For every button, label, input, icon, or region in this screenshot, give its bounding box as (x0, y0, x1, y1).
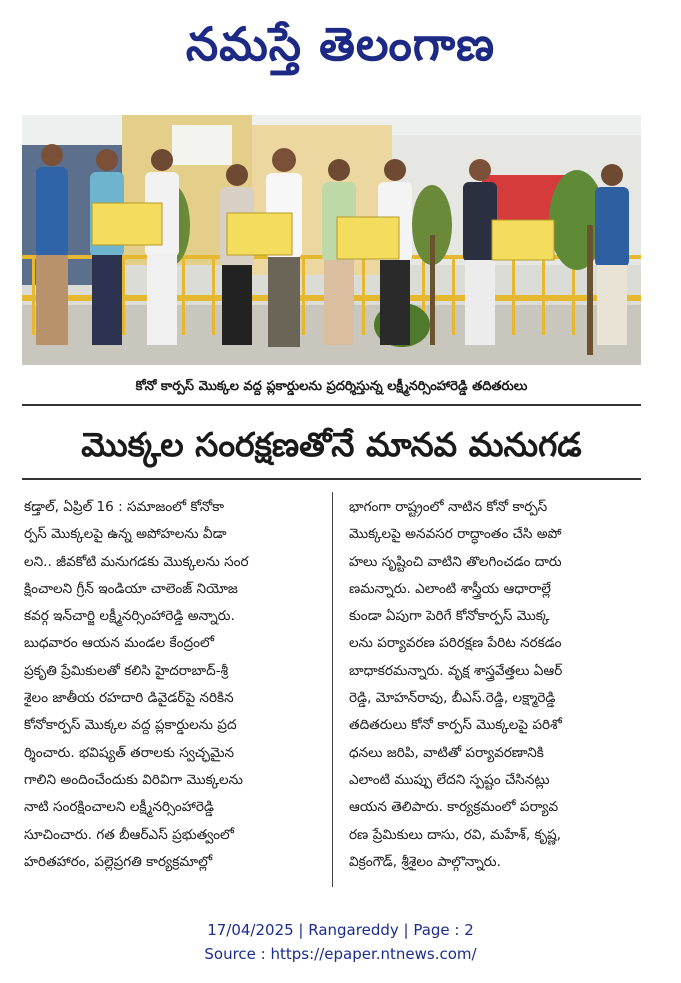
footer-source-link[interactable]: Source : https://epaper.ntnews.com/ (204, 945, 477, 963)
article-line: కడ్తాల్, ఏప్రిల్ 16 : సమాజంలో కోనోకా (24, 499, 225, 515)
caption-divider (22, 404, 641, 406)
article-line: మొక్కలపై అనవసర రాద్ధాంతం చేసి అపో (349, 526, 562, 543)
article-line: తదితరులు కోనో కార్పస్ మొక్కలపై పరిశో (349, 717, 562, 734)
protest-photo-icon (22, 115, 641, 365)
article-line: రణ ప్రేమికులు దాసు, రవి, మహేశ్, కృష్ణ, (349, 826, 562, 843)
article-line: ఆయన తెలిపారు. కార్యక్రమంలో పర్యావ (349, 799, 559, 816)
article-line: లని.. జీవకోటి మనుగడకు మొక్కలను సంర (24, 553, 249, 570)
article-line: ణమన్నారు. ఎలాంటి శాస్త్రీయ ఆధారాల్లే (349, 580, 551, 597)
article-line: బాధాకరమన్నారు. వృక్ష శాస్త్రవేత్తలు ఏఆర్ (349, 662, 563, 679)
article-line: కోనోకార్పస్ మొక్కల వద్ద ప్లకార్డులను ప్రద (24, 717, 237, 734)
headline-divider (22, 478, 641, 480)
article-line: క్షించాలని గ్రీన్ ఇండియా చాలెంజ్ నియోజ (24, 580, 238, 597)
footer-edition-info: 17/04/2025 | Rangareddy | Page : 2 (207, 921, 474, 939)
article-line: హరితహారం, పల్లెప్రగతి కార్యక్రమాల్లో (24, 853, 213, 870)
article-line: ర్శించారు. భవిష్యత్ తరాలకు స్వచ్ఛమైన (24, 744, 234, 761)
article-line: ర్పస్ మొక్కలపై ఉన్న అపోహలను వీడా (24, 526, 227, 543)
photo-caption: కోనో కార్పస్ మొక్కల వద్ద ప్లకార్డులను ప్రదర్శిస్తున్న లక్ష్మీనర్సింహారెడ్డి తదితరులు (135, 379, 528, 394)
article-line: శైలం జాతీయ రహదారి డివైడర్‌పై నరికిన (24, 690, 234, 707)
article-line: లను పర్యావరణ పరిరక్షణ పేరిట నరకడం (349, 635, 562, 652)
masthead (0, 0, 681, 100)
article-line: బుధవారం ఆయన మండల కేంద్రంలో (24, 635, 214, 652)
column-divider (332, 492, 333, 887)
news-photo (22, 115, 641, 365)
article-line: ఎలాంటి ముప్పు లేదని స్పష్టం చేసినట్లు (349, 771, 550, 788)
article-line: నాటి సంరక్షించాలని లక్ష్మీనర్సింహారెడ్డి (24, 799, 214, 816)
article-line: భాగంగా రాష్ట్రంలో నాటిన కోనో కార్పస్ (349, 499, 548, 515)
article-line: రెడ్డి, మోహన్‌రావు, బీఎస్.రెడ్డి, లక్ష్మారెడ్డి (349, 690, 556, 707)
article-line: గాలిని అందించేందుకు విరివిగా మొక్కలను (24, 771, 243, 788)
article-line: కుండా ఏపుగా పెరిగే కోనోకార్పస్ మొక్క (349, 608, 550, 625)
article-line: ధనలు జరిపి, వాటితో పర్యావరణానికి (349, 744, 544, 761)
article-column-left (24, 494, 314, 894)
masthead-title: నమస్తే తెలంగాణ (185, 17, 496, 71)
article-column-right (349, 494, 641, 894)
article-line: కవర్గ ఇన్‌చార్జి లక్ష్మీనర్సింహారెడ్డి అన్నారు. (24, 608, 235, 625)
article-line: ప్రకృతి ప్రేమికులతో కలిసి హైదరాబాద్-శ్రీ (24, 662, 229, 679)
article-line: విక్రంగౌడ్, శ్రీశైలం పాల్గొన్నారు. (349, 853, 501, 870)
article-line: హలు సృష్టించి వాటిని తొలగించడం దారు (349, 553, 562, 570)
headline: మొక్కల సంరక్షణతోనే మానవ మనుగడ (81, 425, 582, 464)
article-line: సూచించారు. గత బీఆర్‌ఎస్ ప్రభుత్వంలో (24, 826, 234, 843)
